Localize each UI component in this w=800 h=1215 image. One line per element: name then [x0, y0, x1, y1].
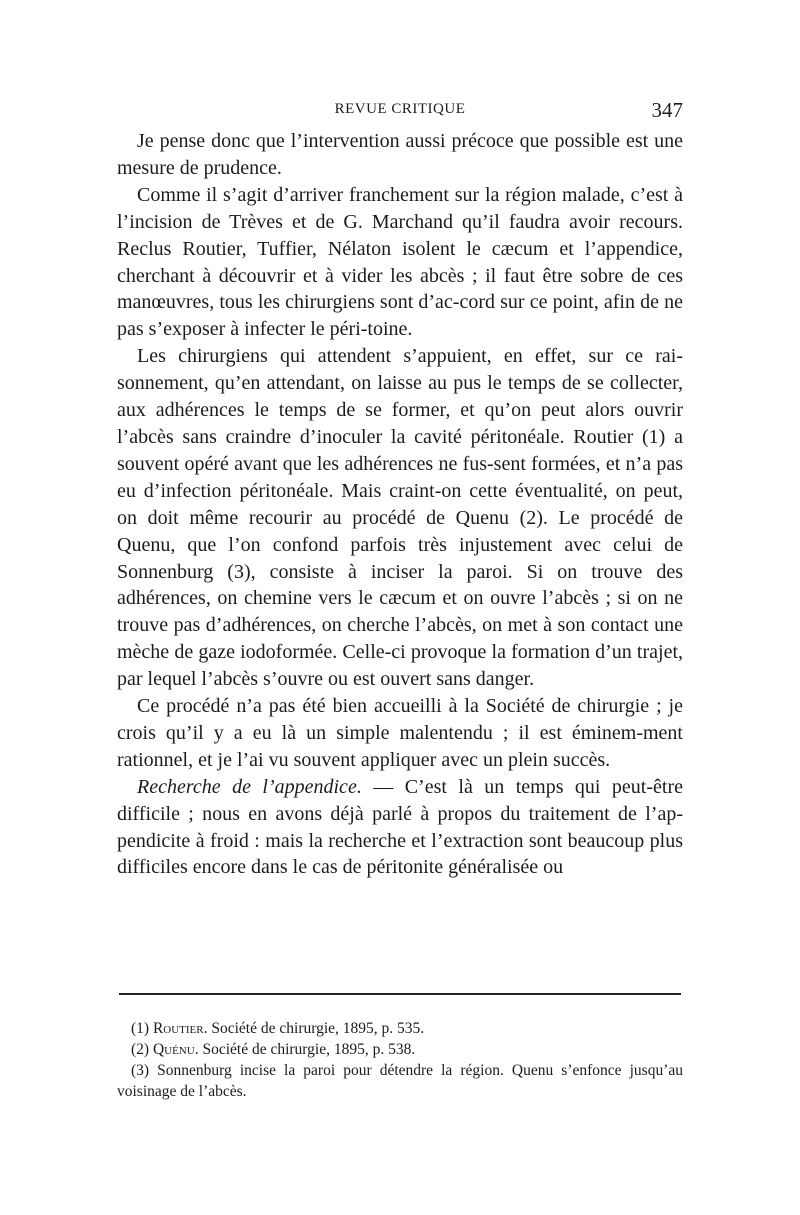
paragraph-5: [117, 774, 683, 882]
paragraph-2: Comme il s’agit d’arriver franchement sur la région malade, c’est à l’incision de Trèves et de G. Marchand qu’il faudra avoir recours. Reclus Routier, Tuffier, Nélaton isolent le cæcum et l’appendice, cherchant à découvrir et à vider les abcès ; il faut être sobre de ces manœuvres, tous les chirurgiens sont d’ac-cord sur ce point, afin de ne pas s’exposer à infecter le péri-toine.: [117, 183, 683, 341]
paragraph-3: Les chirurgiens qui attendent s’appuient, en effet, sur ce rai-sonnement, qu’en attendant, on laisse au pus le temps de se collecter, aux adhérences le temps de se former, et qu’on peut alors ouvrir l’abcès sans craindre d’inoculer la cavité péritonéale. Routier (1) a souvent opéré avant que les adhérences ne fus-sent formées, et n’a pas eu d’infection péritonéale. Mais craint-on cette éventualité, on peut, on doit même recourir au procédé de Quenu (2). Le procédé de Quenu, que l’on confond parfois très injustement avec celui de Sonnenburg (3), consiste à inciser la paroi. Si on trouve des adhérences, on chemine vers le cæcum et on ouvre l’abcès ; si on ne trouve pas d’adhérences, on cherche l’abcès, on met à son contact une mèche de gaze iodoformée. Celle-ci provoque la formation d’un trajet, par lequel l’abcès s’ouvre ou est ouvert sans danger.: [117, 345, 683, 691]
footnote-1-author: Routier: [152, 1020, 204, 1037]
paragraph-1: Je pense donc que l’intervention aussi précoce que possible est une mesure de prudence.: [117, 130, 683, 179]
running-head: [117, 98, 683, 122]
footnote-2-text: . Société de chirurgie, 1895, p. 538.: [194, 1041, 416, 1058]
footnote-3: (3) Sonnenburg incise la paroi pour détendre la région. Quenu s’enfonce jusqu’au voisinage de l’abcès.: [117, 1062, 683, 1100]
paragraph-4: Ce procédé n’a pas été bien accueilli à la Société de chirurgie ; je crois qu’il y a eu là un simple malentendu ; il est éminem-ment rationnel, et je l’ai vu souvent appliquer avec un plein succès.: [117, 695, 683, 771]
footnote-1-number: (1): [131, 1020, 153, 1037]
running-title: REVUE CRITIQUE: [334, 101, 466, 117]
section-title-recherche: Recherche de l’appendice.: [137, 775, 362, 798]
footnotes: [117, 1018, 683, 1102]
footnote-1: [117, 1018, 683, 1039]
footnote-2: [117, 1039, 683, 1060]
footnote-2-number: (2): [131, 1041, 153, 1058]
footnote-1-text: . Société de chirurgie, 1895, p. 535.: [203, 1020, 425, 1037]
footnote-2-author: Quénu: [152, 1041, 195, 1058]
page-number: 347: [651, 98, 683, 122]
paragraph-5-text: — C’est là un temps qui peut-être difficile ; nous en avons déjà parlé à propos du traitement de l’ap-pendicite à froid : mais la recherche et l’extraction sont beaucoup plus difficiles encore dans le cas de péritonite généralisée ou: [117, 775, 683, 879]
footnote-rule: [119, 993, 681, 995]
body-text: [117, 128, 683, 881]
